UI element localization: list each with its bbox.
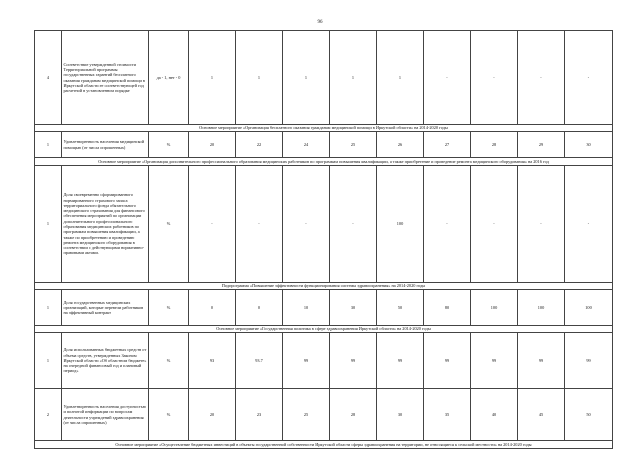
value-cell: 26 [377, 132, 424, 158]
unit-cell: % [149, 290, 189, 326]
value-cell: 93.7 [236, 333, 283, 389]
value-cell: 0 [189, 290, 236, 326]
value-cell: 10 [283, 290, 330, 326]
section-header-row [35, 158, 613, 166]
value-cell: 28 [471, 132, 518, 158]
value-cell: 22 [236, 132, 283, 158]
value-cell: 23 [236, 389, 283, 441]
indicator-name: Доля использованных бюджетных средств от объема средств, утвержденных Законом Иркутской области «Об областном бюджете» на очередной финансовый год и плановый период» [62, 333, 149, 389]
value-cell: 30 [565, 132, 613, 158]
value-cell: - [283, 166, 330, 283]
row-number: 2 [35, 389, 62, 441]
value-cell: - [565, 31, 613, 125]
value-cell: 28 [330, 389, 377, 441]
value-cell: 80 [424, 290, 471, 326]
indicator-name: Доля государственных медицинских организаций, которые перевели работников на эффективный контракт [62, 290, 149, 326]
value-cell: 35 [424, 389, 471, 441]
table-row [35, 166, 613, 283]
indicator-name: Удовлетворенность населения доступностью и полнотой информации по вопросам деятельности учреждений здравоохранения (от числа опрошенных) [62, 389, 149, 441]
unit-cell: да - 1, нет - 0 [149, 31, 189, 125]
section-header-row [35, 125, 613, 132]
row-number: 1 [35, 290, 62, 326]
value-cell: 99 [377, 333, 424, 389]
section-title: Подпрограмма «Повышение эффективности функционирования системы здравоохранения» на 2014-2020 годы [35, 283, 613, 290]
value-cell: 100 [565, 290, 613, 326]
value-cell: - [236, 166, 283, 283]
value-cell: - [330, 166, 377, 283]
table-row [35, 132, 613, 158]
value-cell: 25 [283, 389, 330, 441]
indicator-name: Соответствие утвержденной стоимости Территориальной программы государственных гарантий бесплатного оказания гражданам медицинской помощи в Иркутской области ее соответствующей год расчетной в установленном порядке [62, 31, 149, 125]
value-cell: 100 [471, 290, 518, 326]
value-cell: - [471, 166, 518, 283]
value-cell: 27 [424, 132, 471, 158]
value-cell: 93 [189, 333, 236, 389]
value-cell: 99 [565, 333, 613, 389]
value-cell: 1 [283, 31, 330, 125]
section-header-row [35, 326, 613, 333]
value-cell: 0 [236, 290, 283, 326]
value-cell: 99 [424, 333, 471, 389]
value-cell: 99 [518, 333, 565, 389]
row-number: 4 [35, 31, 62, 125]
value-cell: 50 [377, 290, 424, 326]
table-row [35, 31, 613, 125]
value-cell: - [565, 166, 613, 283]
value-cell: 1 [377, 31, 424, 125]
value-cell: 25 [330, 132, 377, 158]
row-number: 1 [35, 333, 62, 389]
table-row [35, 290, 613, 326]
value-cell: 30 [377, 389, 424, 441]
value-cell: - [189, 166, 236, 283]
table-body [35, 31, 613, 449]
value-cell: 99 [471, 333, 518, 389]
page-number: 96 [317, 20, 323, 25]
value-cell: 99 [283, 333, 330, 389]
section-title: Основное мероприятие «Организация дополнительного профессионального образования медицинских работников по программам повышения квалификации, а также приобретение и проведение ремонта медицинского оборудования» на 2016 год [35, 158, 613, 166]
row-number: 1 [35, 132, 62, 158]
section-header-row [35, 283, 613, 290]
value-cell: 24 [283, 132, 330, 158]
value-cell: 29 [518, 132, 565, 158]
value-cell: - [471, 31, 518, 125]
section-header-row [35, 441, 613, 449]
table-row [35, 389, 613, 441]
row-number: 1 [35, 166, 62, 283]
value-cell: 45 [518, 389, 565, 441]
indicator-name: Удовлетворенность населения медицинской помощью (от числа опрошенных) [62, 132, 149, 158]
value-cell: - [518, 31, 565, 125]
unit-cell: % [149, 389, 189, 441]
value-cell: 20 [189, 132, 236, 158]
value-cell: 30 [330, 290, 377, 326]
unit-cell: % [149, 132, 189, 158]
value-cell: 100 [518, 290, 565, 326]
value-cell: 100 [377, 166, 424, 283]
value-cell: 20 [189, 389, 236, 441]
section-title: Основное мероприятие «Организация бесплатного оказания гражданам медицинской помощи в Иркутской области» на 2014-2020 годы [35, 125, 613, 132]
value-cell: 1 [330, 31, 377, 125]
section-title: Основное мероприятие «Осуществление бюджетных инвестиций в объекты государственной собственности Иркутской области сферы здравоохранения на территории, не относящиеся к сельской местности» на 2014-2020 годы [35, 441, 613, 449]
indicators-table [34, 30, 613, 449]
unit-cell: % [149, 333, 189, 389]
value-cell: 50 [565, 389, 613, 441]
value-cell: - [424, 31, 471, 125]
value-cell: 1 [189, 31, 236, 125]
unit-cell: % [149, 166, 189, 283]
value-cell: - [518, 166, 565, 283]
section-title: Основное мероприятие «Государственная политика в сфере здравоохранения Иркутской области» на 2014-2020 годы [35, 326, 613, 333]
value-cell: 40 [471, 389, 518, 441]
value-cell: 1 [236, 31, 283, 125]
value-cell: - [424, 166, 471, 283]
indicator-name: Доля своевременно сформированного нормированного страхового запаса территориального фонда обязательного медицинского страхования для финансового обеспечения мероприятий по организации дополнительного профессионального образования медицинских работников по программам повышения квалификации, а также по приобретению и проведению ремонта медицинского оборудования в соответствии с действующими нормативно-правовыми актами. [62, 166, 149, 283]
value-cell: 99 [330, 333, 377, 389]
table-row [35, 333, 613, 389]
